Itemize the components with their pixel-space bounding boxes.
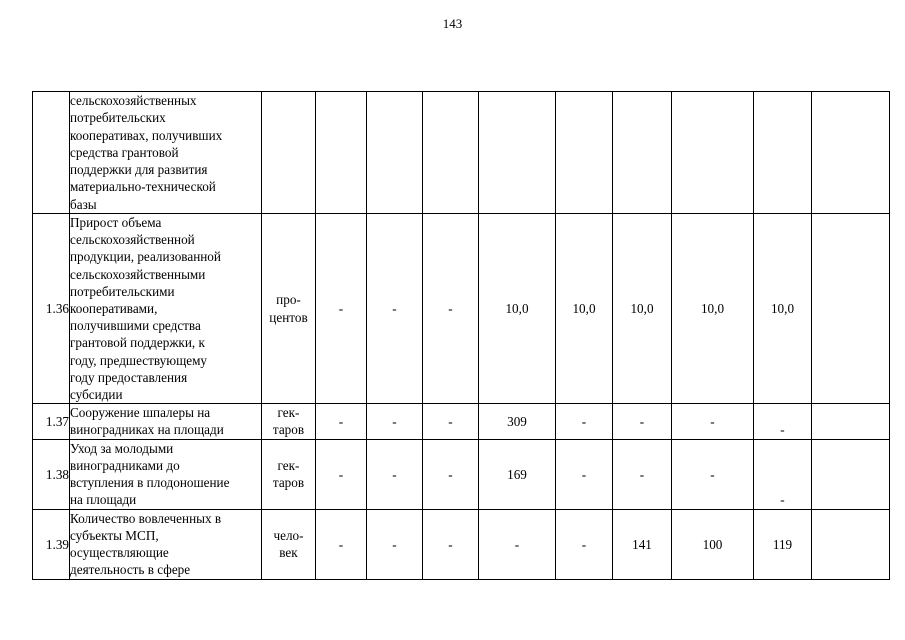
value-cell: 10,0 xyxy=(613,214,672,404)
text-line: Уход за молодыми xyxy=(70,440,174,456)
value-cell xyxy=(613,92,672,214)
text-line: центов xyxy=(269,309,308,325)
value-cell: - xyxy=(556,509,613,579)
table-row xyxy=(33,214,890,404)
value-cell: - xyxy=(613,404,672,439)
value-cell: 169 xyxy=(479,439,556,509)
table-row xyxy=(33,439,890,509)
text-line: век xyxy=(279,545,298,561)
text-line: потребительских xyxy=(70,110,166,126)
text-line: деятельность в сфере xyxy=(70,562,191,578)
value-cell xyxy=(812,214,890,404)
text-line: продукции, реализованной xyxy=(70,249,221,265)
indicator-name xyxy=(70,214,262,404)
value-cell xyxy=(812,404,890,439)
value-cell: 100 xyxy=(672,509,754,579)
text-line: кооперативах, получивших xyxy=(70,127,223,143)
value-cell: - xyxy=(423,214,479,404)
text-line: году предоставления xyxy=(70,369,188,385)
value-cell xyxy=(479,92,556,214)
value-cell xyxy=(812,439,890,509)
value-cell: - xyxy=(613,439,672,509)
value-cell xyxy=(672,92,754,214)
row-number: 1.37 xyxy=(33,404,70,439)
text-line: материально-технической xyxy=(70,179,216,195)
value-cell: - xyxy=(672,439,754,509)
value-cell xyxy=(812,92,890,214)
text-line: получившими средства xyxy=(70,318,201,334)
text-line: про- xyxy=(276,292,301,308)
text-line: субсидии xyxy=(70,387,123,403)
value-cell: 10,0 xyxy=(754,214,812,404)
text-line: таров xyxy=(272,422,305,438)
text-line: сельскохозяйственной xyxy=(70,232,195,248)
value-cell: - xyxy=(672,404,754,439)
value-cell: - xyxy=(479,509,556,579)
value-cell: 141 xyxy=(613,509,672,579)
value-cell: - xyxy=(423,404,479,439)
value-cell: - xyxy=(316,214,367,404)
unit-cell xyxy=(262,439,316,509)
text-line: средства грантовой xyxy=(70,144,179,160)
indicator-name xyxy=(70,509,262,579)
text-line: году, предшествующему xyxy=(70,352,208,368)
value-cell: 119 xyxy=(754,509,812,579)
indicators-table xyxy=(32,91,890,580)
row-number: 1.39 xyxy=(33,509,70,579)
value-cell: - xyxy=(367,214,423,404)
text-line: осуществляющие xyxy=(70,545,169,561)
value-cell: - xyxy=(316,439,367,509)
text-line: чело- xyxy=(273,527,304,543)
row-number: 1.38 xyxy=(33,439,70,509)
text-line: гек- xyxy=(277,405,300,421)
unit-cell xyxy=(262,214,316,404)
text-line: гек- xyxy=(277,457,300,473)
value-cell: - xyxy=(316,404,367,439)
text-line: на площади xyxy=(70,492,137,508)
value-cell xyxy=(556,92,613,214)
value-cell: - xyxy=(556,404,613,439)
value-cell: - xyxy=(367,509,423,579)
row-number: 1.36 xyxy=(33,214,70,404)
text-line: сельскохозяйственных xyxy=(70,93,197,109)
table-row xyxy=(33,404,890,439)
text-line: поддержки для развития xyxy=(70,162,208,178)
text-line: Количество вовлеченных в xyxy=(70,510,222,526)
text-line: таров xyxy=(272,475,305,491)
indicator-name xyxy=(70,92,262,214)
unit-cell xyxy=(262,404,316,439)
unit-cell xyxy=(262,92,316,214)
value-cell xyxy=(423,92,479,214)
value-cell: - xyxy=(423,439,479,509)
value-cell: 10,0 xyxy=(479,214,556,404)
value-cell: - xyxy=(367,439,423,509)
text-line: виноградниках на площади xyxy=(70,422,224,438)
value-cell: 10,0 xyxy=(672,214,754,404)
value-cell: - xyxy=(316,509,367,579)
unit-cell xyxy=(262,509,316,579)
text-line: вступления в плодоношение xyxy=(70,475,230,491)
value-cell: 10,0 xyxy=(556,214,613,404)
indicator-name xyxy=(70,439,262,509)
value-cell: - xyxy=(423,509,479,579)
text-line: потребительскими xyxy=(70,283,175,299)
table-row xyxy=(33,509,890,579)
value-cell: - xyxy=(754,404,812,439)
value-cell xyxy=(316,92,367,214)
text-line: Сооружение шпалеры на xyxy=(70,405,211,421)
indicator-name xyxy=(70,404,262,439)
value-cell xyxy=(812,509,890,579)
value-cell: - xyxy=(556,439,613,509)
table-row xyxy=(33,92,890,214)
value-cell: - xyxy=(754,439,812,509)
text-line: Прирост объема xyxy=(70,215,162,230)
text-line: виноградниками до xyxy=(70,457,180,473)
text-line: сельскохозяйственными xyxy=(70,266,206,282)
text-line: кооперативами, xyxy=(70,301,158,317)
row-number xyxy=(33,92,70,214)
text-line: базы xyxy=(70,196,97,212)
value-cell xyxy=(367,92,423,214)
page-number: 143 xyxy=(442,16,463,31)
value-cell: 309 xyxy=(479,404,556,439)
value-cell: - xyxy=(367,404,423,439)
text-line: субъекты МСП, xyxy=(70,527,159,543)
text-line: грантовой поддержки, к xyxy=(70,335,205,351)
value-cell xyxy=(754,92,812,214)
